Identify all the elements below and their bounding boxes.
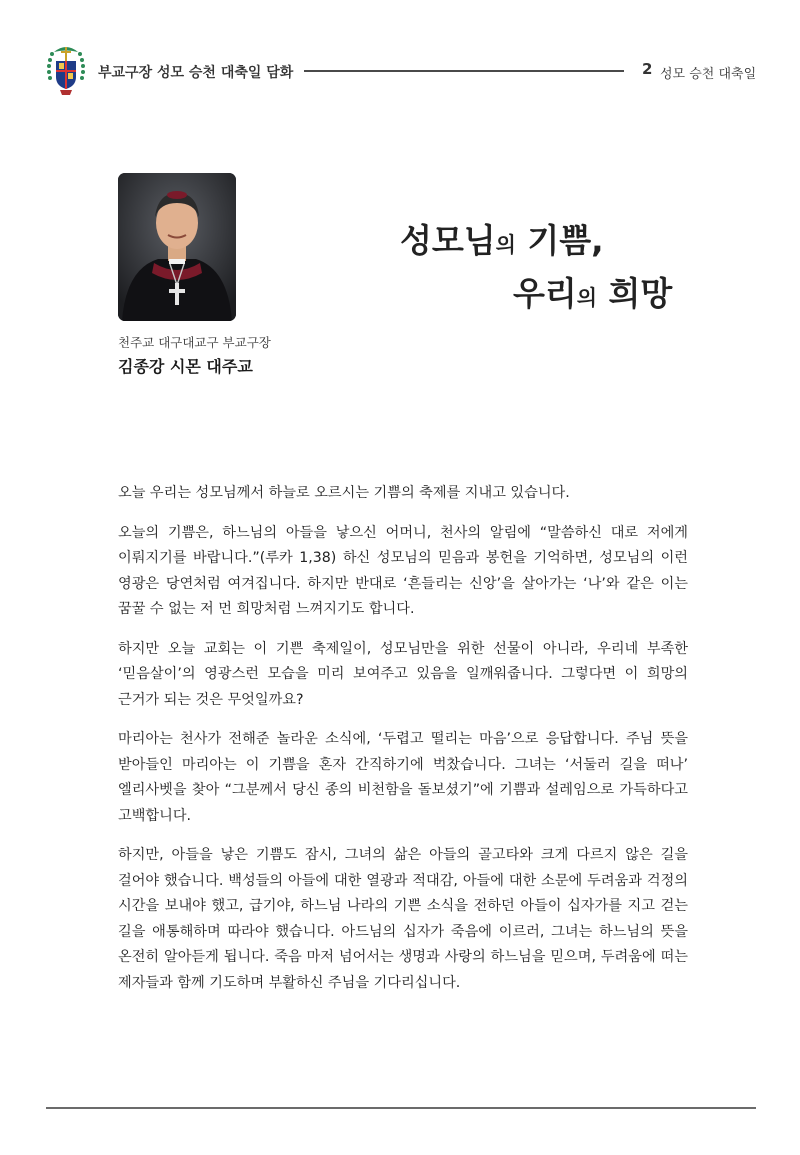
body-paragraph: 오늘 우리는 성모님께서 하늘로 오르시는 기쁨의 축제를 지내고 있습니다. [118, 485, 570, 501]
page-header [46, 44, 756, 98]
author-name: 김종강 시몬 대주교 [118, 357, 253, 376]
title-particle: 의 [576, 286, 598, 310]
article-body [118, 481, 688, 1010]
header-section-label: 성모 승천 대축일 [660, 67, 757, 82]
title-word: 우리 [513, 274, 577, 313]
article-title-line-1 [400, 215, 604, 262]
header-title: 부교구장 성모 승천 대축일 담화 [98, 65, 294, 81]
title-word: 희망 [597, 274, 673, 313]
author-role: 천주교 대구대교구 부교구장 [118, 335, 271, 350]
footer-divider [46, 1107, 756, 1109]
body-paragraph: 마리아는 천사가 전해준 놀라운 소식에, ‘두렵고 떨리는 마음’으로 응답합니다. 주님 뜻을 받아들인 마리아는 이 기쁨을 혼자 간직하기에 벅찼습니다. 그녀는 ‘서둘러 길을 떠나’ 엘리사벳을 찾아 “그분께서 당신 종의 비천함을 돌보셨기”에 기쁨과 설레임으로 가득하다고 고백합니다. [118, 731, 688, 824]
title-particle: 의 [495, 233, 516, 257]
header-divider [304, 70, 624, 72]
page-number: 2 [642, 60, 653, 78]
body-paragraph: 하지만 오늘 교회는 이 기쁜 축제일이, 성모님만을 위한 선물이 아니라, 우리네 부족한 ‘믿음살이’의 영광스런 모습을 미리 보여주고 있음을 일깨워줍니다. 그렇다면 이 희망의 근거가 되는 것은 무엇일까요? [118, 640, 688, 708]
body-paragraph: 하지만, 아들을 낳은 기쁨도 잠시, 그녀의 삶은 아들의 골고타와 크게 다르지 않은 길을 걸어야 했습니다. 백성들의 아들에 대한 열광과 적대감, 아들에 대한 소문에 두려움과 걱정의 시간을 보내야 했고, 급기야, 하느님 나라의 기쁜 소식을 전하던 아들이 십자가를 지고 걷는 길을 애통해하며 따라야 했습니다. 아드님의 십자가 죽음에 이르러, 그녀는 하느님의 뜻을 온전히 알아듣게 됩니다. 죽음 마저 넘어서는 생명과 사랑의 하느님을 믿으며, 두려움에 떠는 제자들과 함께 기도하며 부활하신 주님을 기다리십니다. [118, 847, 688, 991]
archdiocese-coat-of-arms-logo [46, 44, 86, 98]
title-word: 성모님 [400, 221, 496, 260]
body-paragraph: 오늘의 기쁨은, 하느님의 아들을 낳으신 어머니, 천사의 알림에 “말씀하신 대로 저에게 이뤄지기를 바랍니다.”(루카 1,38) 하신 성모님의 믿음과 봉헌을 기억하면, 성모님의 이런 영광은 당연처럼 여겨집니다. 하지만 반대로 ‘흔들리는 신앙’을 살아가는 ‘나’와 같은 이는 꿈꿀 수 없는 저 먼 희망처럼 느껴지기도 합니다. [118, 524, 688, 617]
archbishop-portrait [118, 173, 236, 321]
title-word: 기쁨, [515, 221, 604, 260]
article-title-line-2 [513, 268, 672, 315]
